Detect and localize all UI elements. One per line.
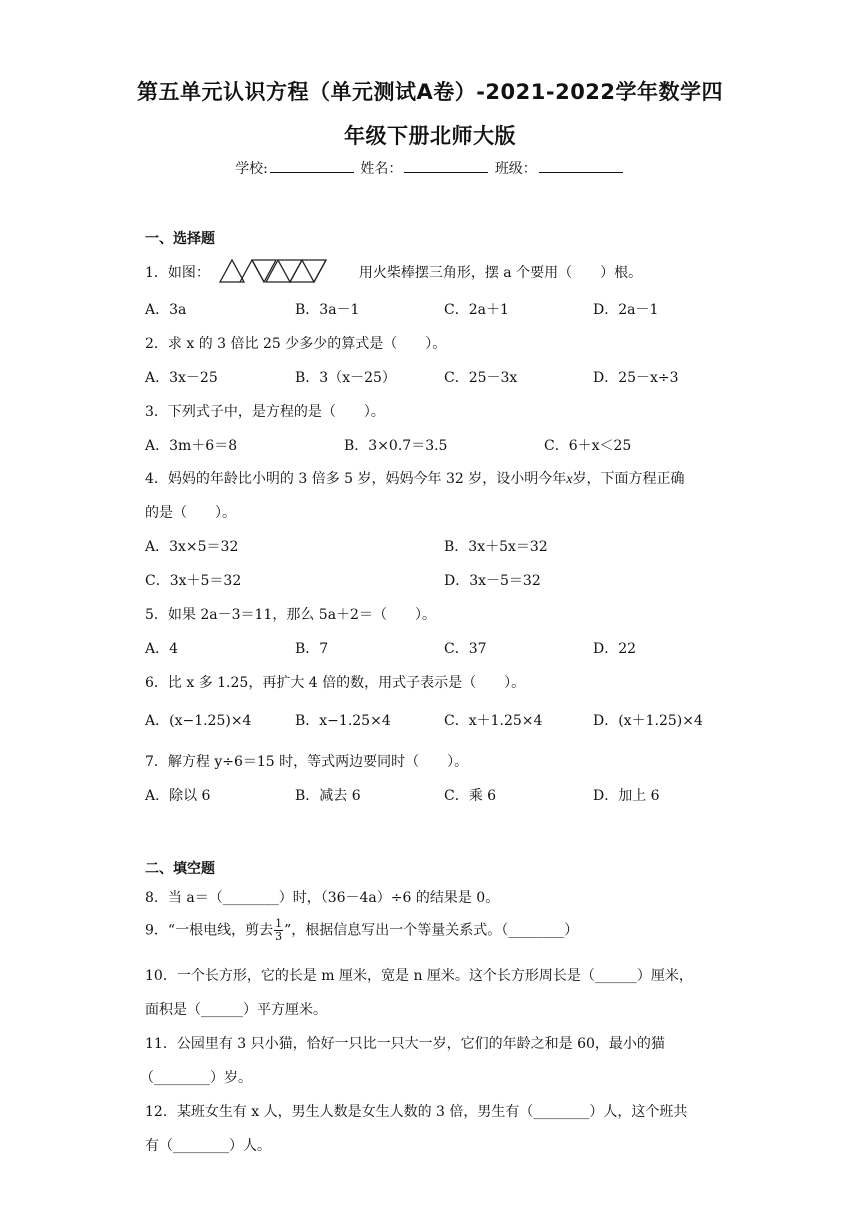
q2-option-a[interactable]: A．3x－25 bbox=[145, 370, 218, 386]
q5-option-c[interactable]: C．37 bbox=[444, 641, 487, 657]
q9-frac-num: 1 bbox=[275, 917, 283, 930]
q2-option-d[interactable]: D．25－x÷3 bbox=[593, 370, 679, 386]
q6-option-b[interactable]: B．x−1.25×4 bbox=[295, 713, 391, 729]
q9-fraction bbox=[274, 918, 283, 943]
school-label: 学校: bbox=[235, 161, 268, 177]
q1-option-d[interactable]: D．2a－1 bbox=[593, 302, 659, 318]
section-title-fill: 二、填空题 bbox=[145, 861, 215, 877]
q2-option-b[interactable]: B．3（x－25） bbox=[295, 370, 396, 386]
question-1 bbox=[145, 258, 642, 288]
q9-prefix: 9．“一根电线，剪去 bbox=[145, 922, 274, 939]
q6-option-d[interactable]: D．(x＋1.25)×4 bbox=[593, 713, 703, 729]
question-7: 7．解方程 y÷6＝15 时，等式两边要同时（ ）。 bbox=[145, 754, 469, 770]
question-3: 3．下列式子中，是方程的是（ ）。 bbox=[145, 404, 385, 420]
q1-suffix: 用火柴棒摆三角形，摆 a 个要用（ ）根。 bbox=[358, 265, 643, 281]
q1-option-a[interactable]: A．3a bbox=[145, 302, 187, 318]
q7-option-c[interactable]: C．乘 6 bbox=[444, 788, 497, 804]
class-label: 班级： bbox=[494, 161, 537, 177]
q5-option-d[interactable]: D．22 bbox=[593, 641, 637, 657]
question-6: 6．比 x 多 1.25，再扩大 4 倍的数，用式子表示是（ ）。 bbox=[145, 675, 526, 691]
question-11-line1: 11．公园里有 3 只小猫，恰好一只比一只大一岁，它们的年龄之和是 60，最小的猫 bbox=[145, 1036, 665, 1052]
q4-text-end: 岁，下面方程正确 bbox=[572, 471, 685, 487]
q7-option-a[interactable]: A．除以 6 bbox=[145, 788, 211, 804]
name-blank[interactable] bbox=[404, 158, 488, 173]
page-title-line2: 年级下册北师大版 bbox=[344, 124, 516, 148]
q9-suffix: ”，根据信息写出一个等量关系式。（________） bbox=[284, 922, 579, 939]
q4-option-a[interactable]: A．3x×5＝32 bbox=[145, 539, 239, 555]
question-4-line2: 的是（ ）。 bbox=[145, 505, 236, 521]
q4-var: x bbox=[566, 472, 573, 487]
q6-option-a[interactable]: A．(x−1.25)×4 bbox=[145, 713, 252, 729]
q5-option-a[interactable]: A．4 bbox=[145, 641, 179, 657]
question-12-line1: 12．某班女生有 x 人，男生人数是女生人数的 3 倍，男生有（________）人，这个班共 bbox=[145, 1104, 688, 1120]
q4-text-start: 4．妈妈的年龄比小明的 3 倍多 5 岁，妈妈今年 32 岁，设小明今年 bbox=[145, 471, 567, 487]
q9-frac-den: 3 bbox=[275, 930, 283, 943]
question-10-line2: 面积是（______）平方厘米。 bbox=[145, 1002, 327, 1018]
q1-option-c[interactable]: C．2a＋1 bbox=[444, 302, 509, 318]
question-4-line1 bbox=[145, 468, 684, 488]
q3-option-b[interactable]: B．3×0.7＝3.5 bbox=[344, 438, 448, 454]
q1-option-b[interactable]: B．3a－1 bbox=[295, 302, 360, 318]
page-title-line1: 第五单元认识方程（单元测试A卷）-2021-2022学年数学四 bbox=[136, 80, 724, 104]
question-8: 8．当 a＝（________）时，（36－4a）÷6 的结果是 0。 bbox=[145, 890, 500, 906]
q5-option-b[interactable]: B．7 bbox=[295, 641, 329, 657]
question-12-line2: 有（________）人。 bbox=[145, 1138, 271, 1154]
q3-option-c[interactable]: C．6＋x＜25 bbox=[544, 438, 632, 454]
question-2: 2．求 x 的 3 倍比 25 少多少的算式是（ ）。 bbox=[145, 336, 447, 352]
name-label: 姓名： bbox=[360, 161, 403, 177]
school-blank[interactable] bbox=[270, 158, 354, 173]
q2-option-c[interactable]: C．25－3x bbox=[444, 370, 518, 386]
matchstick-triangles-icon bbox=[218, 258, 350, 288]
question-10-line1: 10．一个长方形，它的长是 m 厘米，宽是 n 厘米。这个长方形周长是（______）厘米， bbox=[145, 968, 693, 984]
question-11-line2: （________）岁。 bbox=[140, 1070, 252, 1086]
q6-option-c[interactable]: C．x＋1.25×4 bbox=[444, 713, 543, 729]
q7-option-d[interactable]: D．加上 6 bbox=[593, 788, 660, 804]
q7-option-b[interactable]: B．减去 6 bbox=[295, 788, 361, 804]
q1-prefix: 1．如图： bbox=[145, 265, 210, 281]
student-info-line bbox=[0, 158, 860, 178]
q4-option-b[interactable]: B．3x＋5x＝32 bbox=[444, 539, 548, 555]
section-title-choice: 一、选择题 bbox=[145, 231, 215, 247]
q3-option-a[interactable]: A．3m＋6＝8 bbox=[145, 438, 238, 454]
q4-option-c[interactable]: C．3x＋5＝32 bbox=[145, 573, 242, 589]
question-5: 5．如果 2a－3＝11，那么 5a＋2＝（ ）。 bbox=[145, 607, 436, 623]
class-blank[interactable] bbox=[539, 158, 623, 173]
q4-option-d[interactable]: D．3x－5＝32 bbox=[444, 573, 541, 589]
question-9 bbox=[145, 918, 578, 943]
